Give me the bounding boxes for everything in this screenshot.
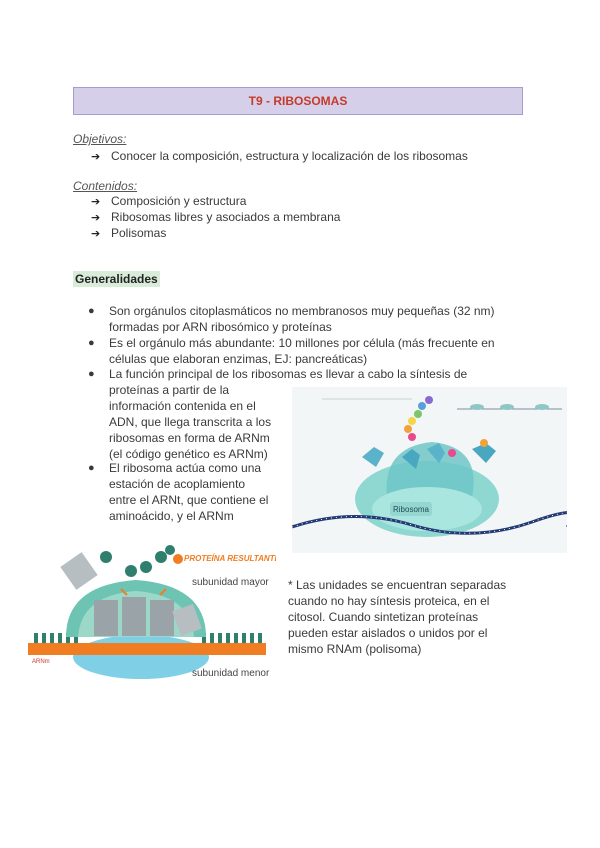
- side-note: [288, 577, 506, 657]
- objetivo-text: Conocer la composición, estructura y localización de los ribosomas: [111, 149, 468, 163]
- contenido-text: Composición y estructura: [111, 194, 247, 208]
- bullet-line: estación de acoplamiento: [109, 477, 246, 491]
- contenido-text: Polisomas: [111, 226, 167, 240]
- ribosome-label: Ribosoma: [392, 505, 430, 514]
- bullet-dot-icon: ●: [88, 368, 95, 380]
- objetivo-item: [91, 149, 468, 165]
- bullet-line: células que elaboran enzimas, EJ: pancreáticas): [109, 352, 368, 366]
- bullet-line: información contenida en el: [109, 399, 256, 413]
- protein-label: PROTEÍNA RESULTANTE: [184, 554, 276, 563]
- note-line: * Las unidades se encuentran separadas: [288, 578, 507, 592]
- bullet-item: [88, 303, 495, 335]
- section-title-generalidades: Generalidades: [75, 272, 158, 286]
- bullet-line: aminoácido, y el ARNm: [109, 509, 234, 523]
- contenidos-label: Contenidos:: [73, 179, 138, 193]
- bullet-dot-icon: ●: [88, 462, 95, 474]
- page-title: T9 - RIBOSOMAS: [73, 87, 523, 115]
- contenidos-list: [91, 194, 340, 242]
- note-line: cuando no hay síntesis proteica, en el: [288, 594, 490, 608]
- note-line: mismo RNAm (polisoma): [288, 642, 422, 656]
- contenido-item: [91, 194, 340, 210]
- bullet-dot-icon: ●: [88, 337, 95, 349]
- note-line: citosol. Cuando sintetizan proteínas: [288, 610, 479, 624]
- bullet-item: [88, 335, 495, 367]
- ribosome-illustration-svg: [292, 387, 567, 553]
- mrna-label: ARNm: [32, 659, 50, 665]
- note-line: pueden estar aislados o unidos por el: [288, 626, 488, 640]
- objetivos-label: Objetivos:: [73, 132, 127, 146]
- arrow-icon: ➔: [91, 151, 101, 163]
- bullet-dot-icon: ●: [88, 305, 95, 317]
- major-subunit-label: subunidad mayor: [192, 577, 269, 588]
- bullet-line: formadas por ARN ribosómico y proteínas: [109, 320, 332, 334]
- bullet-line: proteínas a partir de la: [109, 383, 230, 397]
- contenido-item: [91, 226, 340, 242]
- arrow-icon: ➔: [91, 228, 101, 240]
- arrow-icon: ➔: [91, 196, 101, 208]
- contenido-item: [91, 210, 340, 226]
- bullet-line: entre el ARNt, que contiene el: [109, 493, 269, 507]
- bullet-line: El ribosoma actúa como una: [109, 461, 262, 475]
- bullet-line: Es el orgánulo más abundante: 10 millones por célula (más frecuente en: [109, 336, 495, 350]
- bullet-line: (el código genético es ARNm): [109, 447, 268, 461]
- bullet-line: ADN, que llega transcrita a los: [109, 415, 272, 429]
- minor-subunit-label: subunidad menor: [192, 668, 270, 679]
- contenido-text: Ribosomas libres y asociados a membrana: [111, 210, 341, 224]
- bullet-item: [88, 460, 268, 524]
- ribosome-illustration: [292, 387, 567, 553]
- bullet-line: Son orgánulos citoplasmáticos no membranosos muy pequeñas (32 nm): [109, 304, 495, 318]
- arrow-icon: ➔: [91, 212, 101, 224]
- bullet-line: ribosomas en forma de ARNm: [109, 431, 270, 445]
- bullet-line: La función principal de los ribosomas es llevar a cabo la síntesis de: [109, 367, 468, 381]
